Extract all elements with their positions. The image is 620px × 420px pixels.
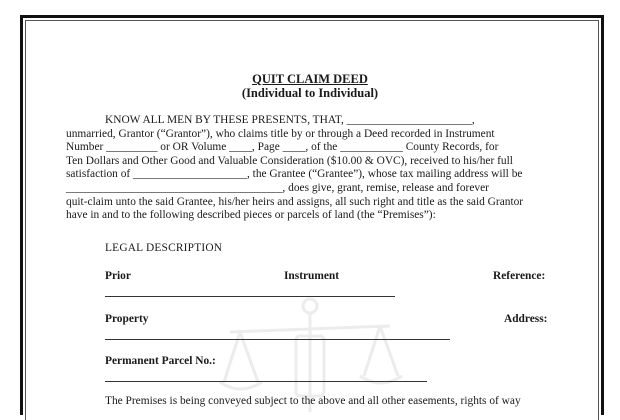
property-label: Property [105, 313, 149, 325]
body-line: Ten Dollars and Other Good and Valuable Consideration ($10.00 & OVC), received to his/her full [66, 154, 513, 167]
deed-body-paragraph [66, 114, 560, 223]
body-line: satisfaction of ____________________, the Grantee (“Grantee”), whose tax mailing address will be [66, 168, 523, 181]
property-address-line [105, 339, 450, 340]
reference-label: Reference: [493, 270, 546, 282]
scales-of-justice-watermark [200, 292, 420, 412]
instrument-label: Instrument [284, 270, 340, 282]
deed-title: QUIT CLAIM DEED [252, 72, 368, 86]
body-line: KNOW ALL MEN BY THESE PRESENTS, THAT, ______________________, [105, 114, 475, 126]
document-title [0, 72, 620, 100]
address-label: Address: [504, 313, 548, 325]
prior-instrument-line [105, 296, 395, 297]
deed-subtitle: (Individual to Individual) [241, 86, 379, 100]
legal-description-heading: LEGAL DESCRIPTION [105, 242, 223, 254]
body-line: Number _________ or OR Volume ____, Page ____, of the ___________ County Records, for [66, 141, 499, 154]
parcel-number-label: Permanent Parcel No.: [105, 355, 216, 367]
body-line: quit-claim unto the said Grantee, his/her heirs and assigns, all such right and title as the said Grantor [66, 195, 524, 208]
prior-label: Prior [105, 270, 131, 282]
body-line: have in and to the following described pieces or parcels of land (the “Premises”): [66, 209, 436, 222]
conveyance-text: The Premises is being conveyed subject to the above and all other easements, rights of way [105, 395, 521, 407]
body-line: ______________________________________, does give, grant, remise, release and forever [66, 181, 489, 194]
body-line: unmarried, Grantor (“Grantor”), who claims title by or through a Deed recorded in Instrument [66, 127, 495, 140]
parcel-number-line [105, 381, 427, 382]
